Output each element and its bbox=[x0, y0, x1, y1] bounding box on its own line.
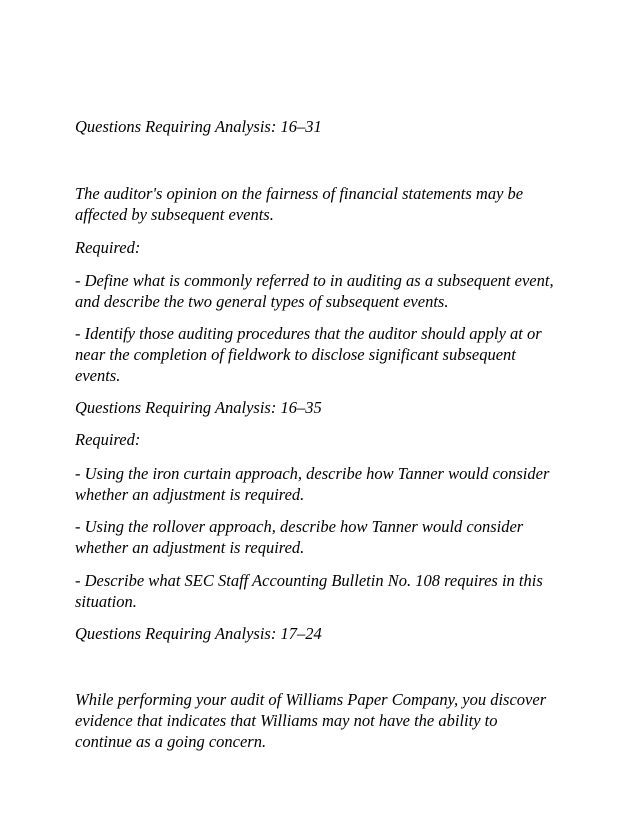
paragraph-line: The auditor's opinion on the fairness of financial statements may be bbox=[75, 184, 524, 203]
list-item-line: near the completion of fieldwork to disclose significant subsequent bbox=[75, 345, 516, 364]
section-heading-16-35: Questions Requiring Analysis: 16–35 bbox=[75, 398, 322, 417]
list-item-line: whether an adjustment is required. bbox=[75, 485, 305, 504]
list-item-line: - Identify those auditing procedures that the auditor should apply at or bbox=[75, 324, 542, 343]
paragraph-line: affected by subsequent events. bbox=[75, 205, 274, 224]
required-label: Required: bbox=[75, 238, 141, 257]
list-item-line: - Define what is commonly referred to in auditing as a subsequent event, bbox=[75, 271, 554, 290]
paragraph-line: evidence that indicates that Williams may not have the ability to bbox=[75, 711, 498, 730]
list-item-line: - Describe what SEC Staff Accounting Bulletin No. 108 requires in this bbox=[75, 571, 543, 590]
list-item-line: events. bbox=[75, 366, 121, 385]
list-item-line: situation. bbox=[75, 592, 137, 611]
list-item-line: - Using the rollover approach, describe how Tanner would consider bbox=[75, 517, 524, 536]
list-item-line: and describe the two general types of subsequent events. bbox=[75, 292, 449, 311]
paragraph-line: While performing your audit of Williams Paper Company, you discover bbox=[75, 690, 547, 709]
paragraph-line: continue as a going concern. bbox=[75, 732, 267, 751]
section-heading-17-24: Questions Requiring Analysis: 17–24 bbox=[75, 624, 322, 643]
section-heading-16-31: Questions Requiring Analysis: 16–31 bbox=[75, 117, 322, 136]
list-item-line: - Using the iron curtain approach, describe how Tanner would consider bbox=[75, 464, 550, 483]
required-label: Required: bbox=[75, 430, 141, 449]
list-item-line: whether an adjustment is required. bbox=[75, 538, 305, 557]
